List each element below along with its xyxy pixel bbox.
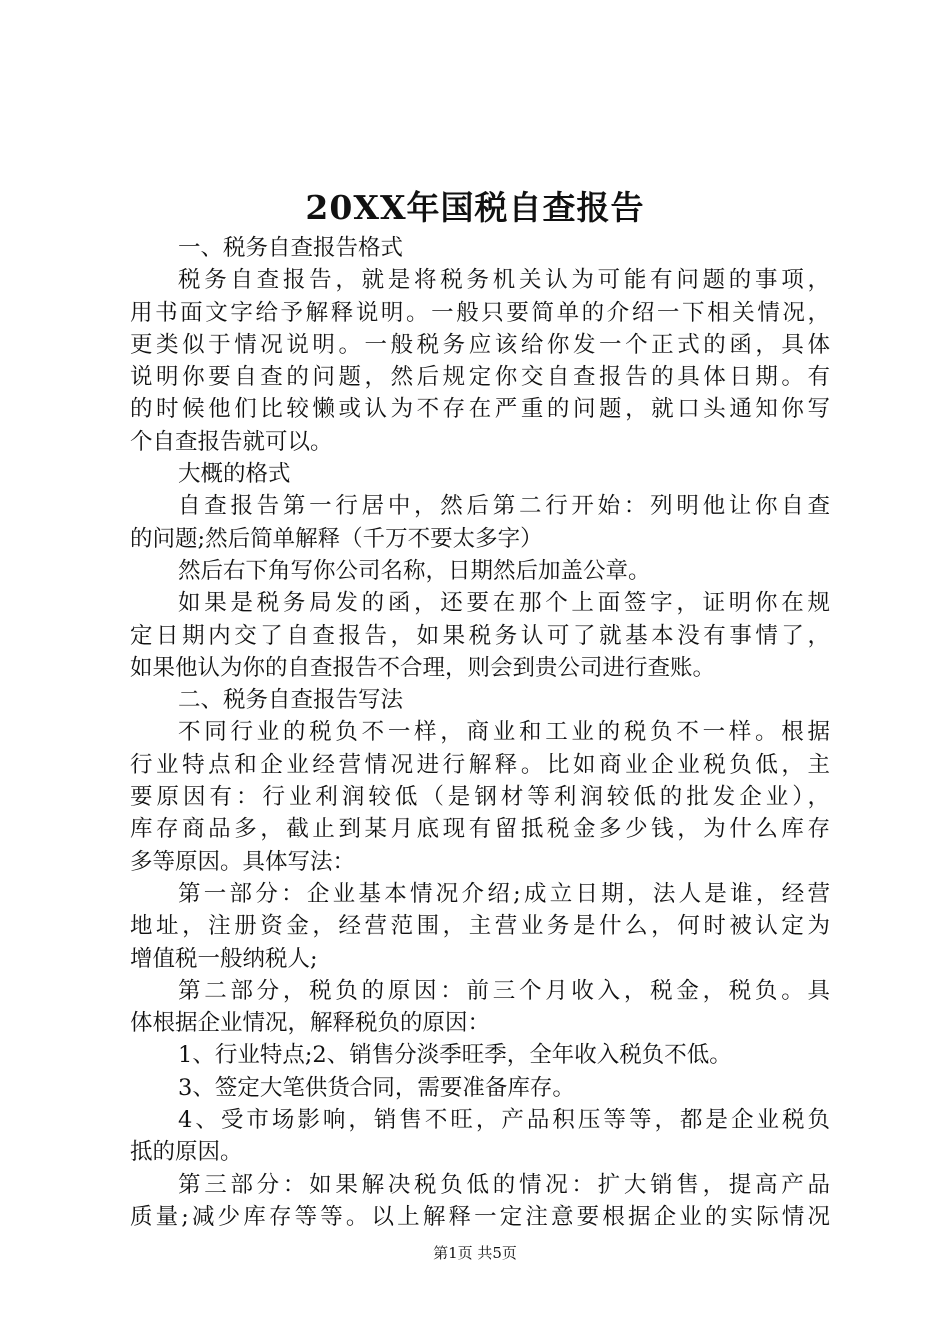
text-line: 行业特点和企业经营情况进行解释。比如商业企业税负低，主	[130, 751, 830, 778]
text-line: 如果他认为你的自查报告不合理，则会到贵公司进行查账。	[130, 654, 716, 681]
document-title: 20XX年国税自查报告	[305, 188, 645, 227]
text-line: 定日期内交了自查报告，如果税务认可了就基本没有事情了，	[130, 622, 830, 649]
text-line: 4、受市场影响，销售不旺，产品积压等等，都是企业税负	[178, 1107, 830, 1134]
text-line: 体根据企业情况，解释税负的原因：	[130, 1010, 491, 1037]
text-line: 个自查报告就可以。	[130, 428, 333, 455]
text-line: 说明你要自查的问题，然后规定你交自查报告的具体日期。有	[130, 364, 830, 391]
text-line: 要原因有：行业利润较低（是钢材等利润较低的批发企业），	[130, 784, 830, 811]
text-line: 1、行业特点;2、销售分淡季旺季，全年收入税负不低。	[178, 1042, 732, 1069]
text-line: 更类似于情况说明。一般税务应该给你发一个正式的函，具体	[130, 331, 830, 358]
text-line: 二、税务自查报告写法	[178, 687, 404, 714]
text-line: 然后右下角写你公司名称，日期然后加盖公章。	[178, 557, 651, 584]
text-line: 的时候他们比较懒或认为不存在严重的问题，就口头通知你写	[130, 396, 830, 423]
text-line: 库存商品多，截止到某月底现有留抵税金多少钱，为什么库存	[130, 816, 830, 843]
text-line: 第三部分：如果解决税负低的情况：扩大销售，提高产品	[178, 1171, 830, 1198]
text-line: 不同行业的税负不一样，商业和工业的税负不一样。根据	[178, 719, 830, 746]
text-line: 质量;减少库存等等。以上解释一定注意要根据企业的实际情况	[130, 1203, 830, 1230]
text-line: 税务自查报告，就是将税务机关认为可能有问题的事项，	[178, 267, 830, 294]
document-body	[130, 232, 830, 1233]
text-line: 一、税务自查报告格式	[178, 235, 404, 261]
text-line: 地址，注册资金，经营范围，主营业务是什么，何时被认定为	[130, 913, 830, 940]
text-line: 自查报告第一行居中，然后第二行开始：列明他让你自查	[178, 493, 830, 520]
text-line: 第一部分：企业基本情况介绍;成立日期，法人是谁，经营	[178, 880, 830, 907]
text-line: 多等原因。具体写法：	[130, 848, 356, 875]
text-line: 抵的原因。	[130, 1139, 243, 1166]
text-line: 的问题;然后简单解释（千万不要太多字）	[130, 525, 543, 552]
text-line: 如果是税务局发的函，还要在那个上面签字，证明你在规	[178, 590, 830, 617]
text-line: 用书面文字给予解释说明。一般只要简单的介绍一下相关情况，	[130, 299, 830, 326]
page-footer: 第1页 共5页	[433, 1244, 517, 1262]
text-line: 大概的格式	[178, 461, 291, 488]
text-line: 第二部分，税负的原因：前三个月收入，税金，税负。具	[178, 977, 830, 1004]
text-line: 3、签定大笔供货合同，需要准备库存。	[178, 1074, 575, 1101]
text-line: 增值税一般纳税人;	[130, 945, 318, 972]
